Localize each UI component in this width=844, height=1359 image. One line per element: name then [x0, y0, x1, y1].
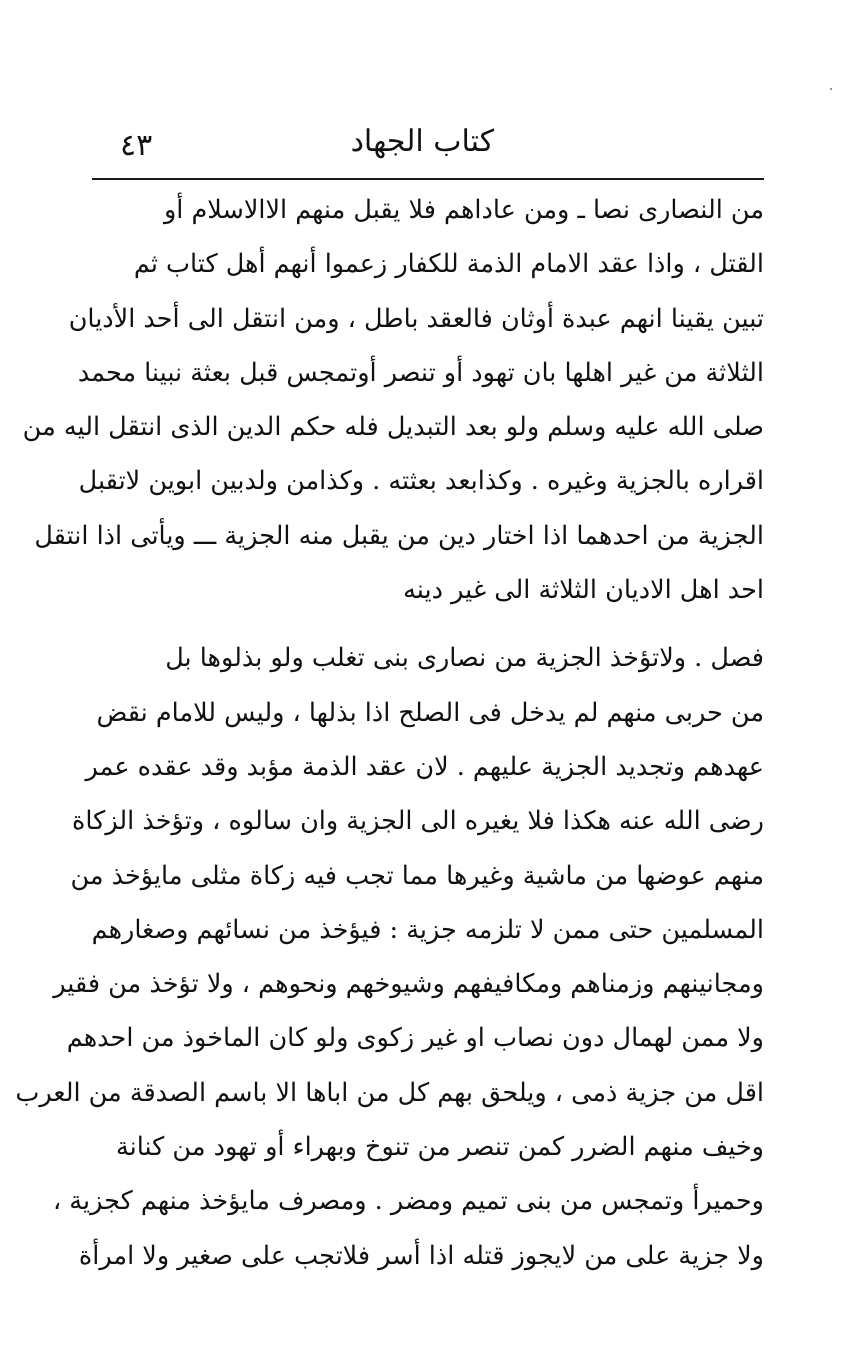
text-line: ولا ممن لهمال دون نصاب او غير زكوى ولو كان الماخوذ من احدهم: [66, 1023, 764, 1054]
paragraph-gap: [104, 617, 764, 631]
text-line: ولا جزية على من لايجوز قتله اذا أسر فلاتجب على صغير ولا امرأة: [78, 1240, 764, 1271]
text-line: وخيف منهم الضرر كمن تنصر من تنوخ وبهراء أو تهود من كنانة: [115, 1132, 764, 1163]
text-line: القتل ، واذا عقد الامام الذمة للكفار زعموا أنهم أهل كتاب ثم: [133, 249, 764, 280]
speck-mark: [830, 88, 832, 90]
text-line: صلى الله عليه وسلم ولو بعد التبديل فله حكم الدين الذى انتقل اليه من: [22, 412, 764, 443]
page-header: [92, 118, 764, 174]
chapter-title: كتاب الجهاد: [350, 124, 494, 159]
text-line: احد اهل الاديان الثلاثة الى غير دينه: [403, 575, 764, 606]
text-line: من حربى منهم لم يدخل فى الصلح اذا بذلها ، وليس للامام نقض: [96, 697, 764, 728]
text-line: رضى الله عنه هكذا فلا يغيره الى الجزية وان سالوه ، وتؤخذ الزكاة: [72, 806, 764, 837]
text-line: اقل من جزية ذمى ، ويلحق بهم كل من اباها الا باسم الصدقة من العرب: [15, 1077, 764, 1108]
text-line: الثلاثة من غير اهلها بان تهود أو تنصر أوتمجس قبل بعثة نبينا محمد: [77, 357, 764, 388]
text-line: المسلمين حتى ممن لا تلزمه جزية : فيؤخذ من نسائهم وصغارهم: [91, 914, 764, 945]
header-rule: [92, 178, 764, 180]
text-line: منهم عوضها من ماشية وغيرها مما تجب فيه زكاة مثلى مايؤخذ من: [70, 860, 764, 891]
text-line: تبين يقينا انهم عبدة أوثان فالعقد باطل ، ومن انتقل الى أحد الأديان: [68, 303, 764, 334]
text-line: اقراره بالجزية وغيره . وكذابعد بعثته . وكذامن ولدبين ابوين لاتقبل: [78, 466, 764, 497]
text-line: الجزية من احدهما اذا اختار دين من يقبل منه الجزية ـــ ويأتى اذا انتقل: [34, 520, 764, 551]
text-line: وحميرأ وتمجس من بنى تميم ومضر . ومصرف مايؤخذ منهم كجزية ،: [52, 1186, 764, 1217]
text-line: ومجانينهم وزمناهم ومكافيفهم وشيوخهم ونحوهم ، ولا تؤخذ من فقير: [53, 969, 764, 1000]
text-line: فصل . ولاتؤخذ الجزية من نصارى بنى تغلب ولو بذلوها بل: [165, 643, 764, 674]
body-text: [15, 183, 764, 1283]
paragraph-2: [15, 631, 764, 1283]
text-line: عهدهم وتجديد الجزية عليهم . لان عقد الذمة مؤبد وقد عقده عمر: [85, 751, 764, 782]
page-number: ٤٣: [120, 128, 153, 163]
text-line: من النصارى نصا ـ ومن عاداهم فلا يقبل منهم الاالاسلام أو: [163, 195, 764, 225]
paragraph-1: [22, 183, 764, 617]
